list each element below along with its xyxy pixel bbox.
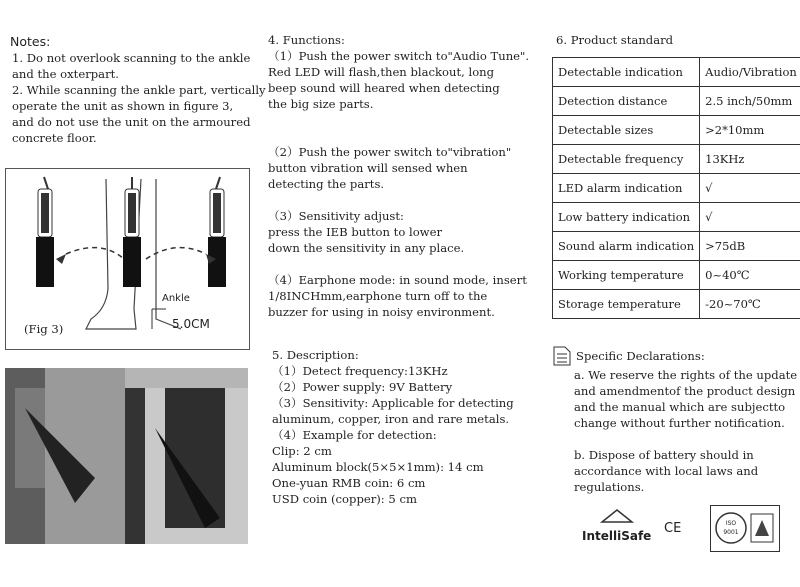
functions-line: the big size parts.: [268, 97, 374, 111]
notes-line: and the oxterpart.: [12, 67, 119, 81]
iso-certification-logo: [710, 505, 780, 552]
table-cell: Low battery indication: [553, 203, 700, 232]
description-line: Aluminum block(5×5×1mm): 14 cm: [272, 460, 484, 474]
notes-line: concrete floor.: [12, 131, 97, 145]
declaration-line: b. Dispose of battery should in: [574, 448, 754, 462]
notes-line: 1. Do not overlook scanning to the ankle: [12, 51, 251, 65]
intellisafe-mark: [582, 508, 652, 544]
table-cell: -20~70℃: [700, 290, 800, 319]
table-row: [553, 58, 800, 87]
table-row: [553, 174, 800, 203]
functions-line: down the sensitivity in any place.: [268, 241, 465, 255]
declaration-line: and the manual which are subjectto: [574, 400, 786, 414]
table-cell: >75dB: [700, 232, 800, 261]
functions-line: [268, 128, 538, 144]
table-cell: Storage temperature: [553, 290, 700, 319]
functions-line: （4）Earphone mode: in sound mode, insert: [268, 273, 527, 287]
ce-mark: CE: [664, 521, 682, 536]
functions-line: 1/8INCHmm,earphone turn off to the: [268, 289, 488, 303]
figure-3: [5, 168, 250, 350]
detector-left: [36, 177, 54, 287]
figure-caption: (Fig 3): [24, 322, 64, 336]
functions-line: （2）Push the power switch to"vibration": [268, 145, 512, 159]
declaration-line: a. We reserve the rights of the update: [574, 368, 798, 382]
notes-body: [12, 50, 266, 146]
description-line: aluminum, copper, iron and rare metals.: [272, 412, 510, 426]
declarations-title: Specific Declarations:: [576, 349, 705, 363]
svg-text:9001: 9001: [723, 529, 739, 536]
description-line: （1）Detect frequency:13KHz: [272, 364, 448, 378]
functions-title: 4. Functions:: [268, 33, 345, 47]
functions-line: （1）Push the power switch to"Audio Tune".: [268, 49, 530, 63]
functions-line: [268, 112, 538, 128]
product-standard-title: 6. Product standard: [556, 33, 674, 47]
table-cell: Detection distance: [553, 87, 700, 116]
notes-line: operate the unit as shown in figure 3,: [12, 99, 234, 113]
declaration-line: accordance with local laws and: [574, 464, 759, 478]
svg-text:ISO: ISO: [725, 520, 737, 527]
description-line: （3）Sensitivity: Applicable for detecting: [272, 396, 514, 410]
document-icon: [552, 345, 572, 367]
intellisafe-text: IntelliSafe: [582, 529, 652, 543]
description-line: One-yuan RMB coin: 6 cm: [272, 476, 426, 490]
functions-line: press the IEB button to lower: [268, 225, 443, 239]
declaration-line: regulations.: [574, 480, 645, 494]
ankle-label: Ankle: [162, 293, 190, 304]
notes-line: and do not use the unit on the armoured: [12, 115, 251, 129]
distance-label: 5.0CM: [172, 317, 210, 331]
functions-line: button vibration will sensed when: [268, 161, 468, 175]
functions-line: （3）Sensitivity adjust:: [268, 209, 404, 223]
description-line: （2）Power supply: 9V Battery: [272, 380, 453, 394]
table-row: [553, 290, 800, 319]
table-cell: 2.5 inch/50mm: [700, 87, 800, 116]
functions-line: Red LED will flash,then blackout, long: [268, 65, 495, 79]
functions-body: [268, 48, 538, 320]
functions-line: detecting the parts.: [268, 177, 385, 191]
product-standard-table: [552, 57, 800, 319]
description-body: [272, 363, 542, 507]
table-cell: LED alarm indication: [553, 174, 700, 203]
declarations: [552, 345, 798, 495]
table-cell: √: [700, 174, 800, 203]
table-cell: Detectable sizes: [553, 116, 700, 145]
table-cell: Audio/Vibration: [700, 58, 800, 87]
table-cell: 0~40℃: [700, 261, 800, 290]
table-row: [553, 87, 800, 116]
declaration-line: change without further notification.: [574, 416, 785, 430]
table-cell: Sound alarm indication: [553, 232, 700, 261]
notes-title: Notes:: [10, 34, 51, 49]
detector-middle: [123, 177, 141, 287]
table-cell: √: [700, 203, 800, 232]
functions-line: beep sound will heared when detecting: [268, 81, 500, 95]
intellisafe-logo: [582, 508, 652, 548]
detector-right: [208, 177, 226, 287]
iso-badge: [711, 506, 779, 551]
description-line: Clip: 2 cm: [272, 444, 332, 458]
functions-line: [268, 256, 538, 272]
table-cell: >2*10mm: [700, 116, 800, 145]
table-row: [553, 232, 800, 261]
table-cell: Working temperature: [553, 261, 700, 290]
table-cell: 13KHz: [700, 145, 800, 174]
functions-line: buzzer for using in noisy environment.: [268, 305, 495, 319]
notes-line: 2. While scanning the ankle part, vertically: [12, 83, 266, 97]
table-row: [553, 261, 800, 290]
table-cell: Detectable indication: [553, 58, 700, 87]
table-row: [553, 145, 800, 174]
description-line: （4）Example for detection:: [272, 428, 437, 442]
usage-photos: [5, 368, 248, 544]
table-cell: Detectable frequency: [553, 145, 700, 174]
description-line: USD coin (copper): 5 cm: [272, 492, 417, 506]
usage-photo-illustration: [5, 368, 248, 544]
declaration-line: and amendmentof the product design: [574, 384, 796, 398]
table-row: [553, 203, 800, 232]
functions-line: [268, 192, 538, 208]
table-row: [553, 116, 800, 145]
description-title: 5. Description:: [272, 348, 359, 362]
